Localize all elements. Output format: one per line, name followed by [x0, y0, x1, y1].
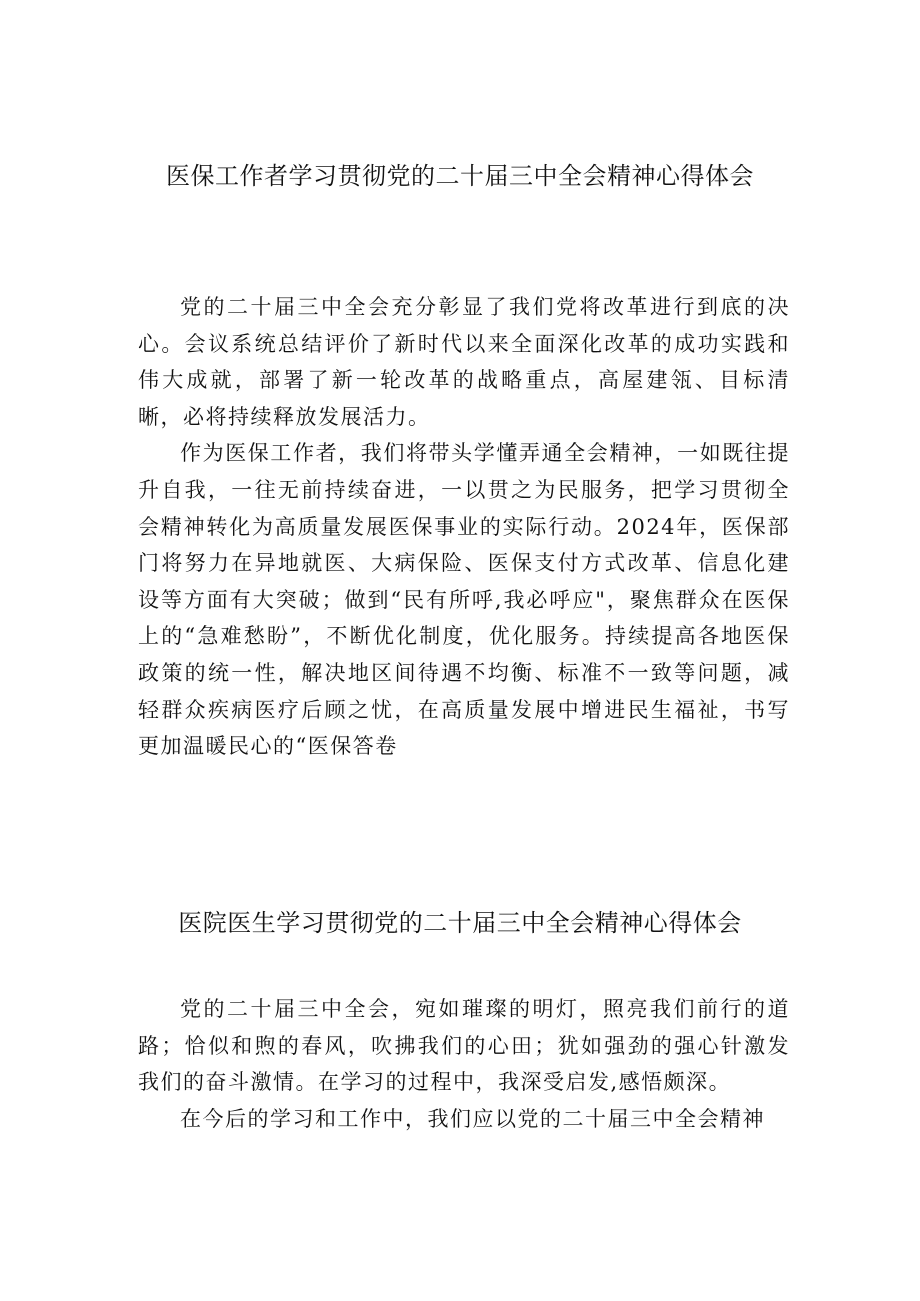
section-2-paragraph-1: 党的二十届三中全会，宛如璀璨的明灯，照亮我们前行的道路；恰似和煦的春风，吹拂我们的心田；犹如强劲的强心针激发我们的奋斗激情。在学习的过程中，我深受启发,感悟颇深。: [138, 997, 790, 1095]
section-1-paragraph-1: 党的二十届三中全会充分彰显了我们党将改革进行到底的决心。会议系统总结评价了新时代以来全面深化改革的成功实践和伟大成就，部署了新一轮改革的战略重点，高屋建瓴、目标清晰，必将持续释放发展活力。: [138, 295, 790, 429]
section-1-paragraph-2: 作为医保工作者，我们将带头学懂弄通全会精神，一如既往提升自我，一往无前持续奋进，一以贯之为民服务，把学习贯彻全会精神转化为高质量发展医保事业的实际行动。2024年，医保部门将努力在异地就医、大病保险、医保支付方式改革、信息化建设等方面有大突破；做到“民有所呼,我必呼应"，聚焦群众在医保上的“急难愁盼”，不断优化制度，优化服务。持续提高各地医保政策的统一性，解决地区间待遇不均衡、标准不一致等问题，减轻群众疾病医疗后顾之忧，在高质量发展中增进民生福祉，书写更加温暖民心的“医保答卷: [138, 441, 790, 759]
section-2-body: [138, 991, 790, 1137]
section-1-title: 医保工作者学习贯彻党的二十届三中全会精神心得体会: [166, 162, 754, 190]
section-1-body: [138, 289, 790, 765]
section-2-paragraph-2: 在今后的学习和工作中，我们应以党的二十届三中全会精神: [180, 1106, 765, 1131]
section-2-title: 医院医生学习贯彻党的二十届三中全会精神心得体会: [178, 909, 742, 937]
